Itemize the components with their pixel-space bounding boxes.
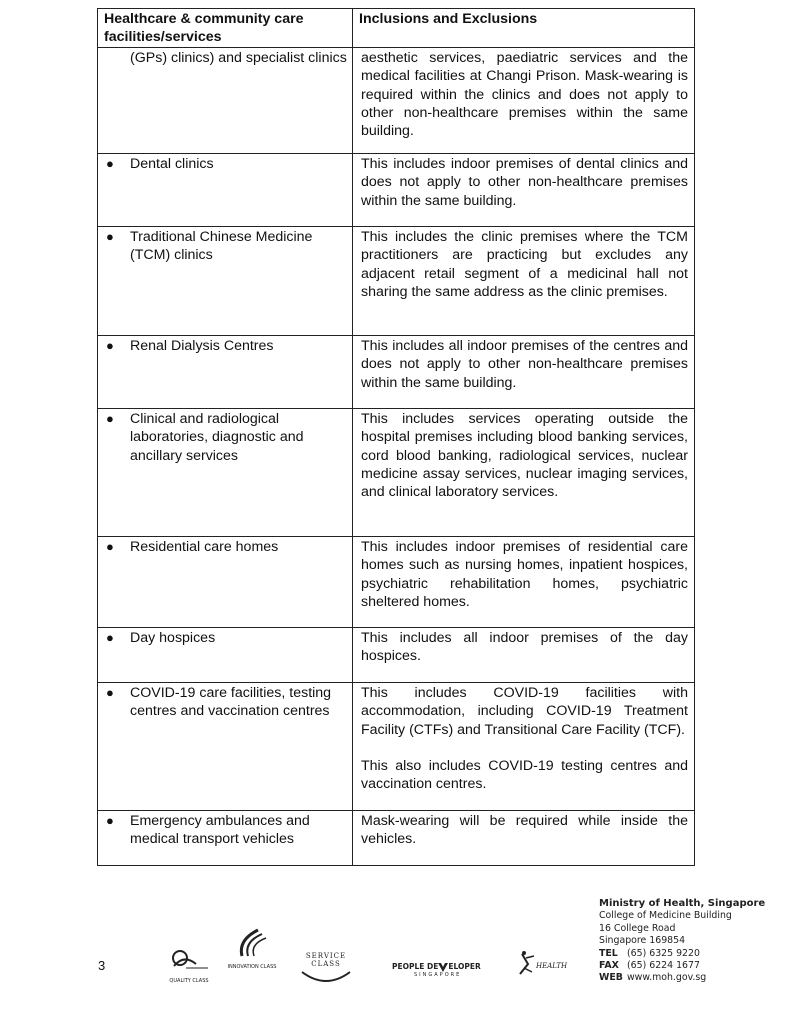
org-name: Ministry of Health, Singapore <box>599 898 766 909</box>
facility-cell <box>98 536 353 627</box>
table-row <box>98 682 695 810</box>
facility-item <box>106 410 348 465</box>
health-promotion-logo <box>514 950 566 982</box>
facility-name: (GPs) clinics) and specialist clinics <box>130 49 347 66</box>
inclusion-text: Mask-wearing will be required while inside the vehicles. <box>361 812 688 848</box>
facility-name: COVID-19 care facilities, testing centres and vaccination centres <box>130 684 332 720</box>
singapore-quality-class-logo <box>164 946 214 984</box>
bullet-icon: ● <box>106 228 114 244</box>
facility-item <box>106 629 348 647</box>
inclusions-cell <box>353 810 695 865</box>
table-row <box>98 335 695 408</box>
web-line <box>599 972 765 984</box>
inclusions-cell <box>353 627 695 682</box>
table-row <box>98 226 695 335</box>
innovation-class-logo <box>226 926 278 970</box>
facility-name: Renal Dialysis Centres <box>130 337 274 354</box>
bullet-icon: ● <box>106 155 114 171</box>
facility-item <box>106 155 348 173</box>
header-inclusions: Inclusions and Exclusions <box>353 9 695 48</box>
health-label: HEALTH <box>536 962 568 970</box>
inclusion-text: This includes all indoor premises of the day hospices. <box>361 629 688 665</box>
service-class-logo <box>298 952 354 990</box>
bullet-icon: ● <box>106 337 114 353</box>
city-postcode: Singapore 169854 <box>599 935 686 947</box>
page-number: 3 <box>98 958 106 973</box>
tel-number: (65) 6325 9220 <box>627 947 700 959</box>
service-class-arc-icon <box>298 968 354 986</box>
facility-cell <box>98 810 353 865</box>
inclusion-text: This includes indoor premises of dental clinics and does not apply to other non-healthcare premises within the same building. <box>361 155 688 209</box>
facility-item <box>106 812 348 849</box>
bullet-icon: ● <box>106 538 114 554</box>
facility-cell <box>98 153 353 226</box>
moh-address <box>599 898 765 985</box>
innovation-swoosh-icon <box>232 926 272 960</box>
quality-class-emblem <box>166 946 212 974</box>
inclusions-cell <box>353 226 695 335</box>
inclusion-text: This includes indoor premises of residential care homes such as nursing homes, inpatient hospices, psychiatric rehabilitation homes, psychiatric sheltered homes. <box>361 538 688 611</box>
people-developer-label-right: ELOPER <box>448 962 481 971</box>
inclusion-text: This includes COVID-19 facilities with accommodation, including COVID-19 Treatment Facility (CTFs) and Transitional Care Facility (TCF). <box>361 684 688 738</box>
inclusions-cell <box>353 335 695 408</box>
street-address: 16 College Road <box>599 922 676 934</box>
facility-cell <box>98 335 353 408</box>
table-row <box>98 810 695 865</box>
people-developer-v-icon <box>438 963 448 972</box>
tel-label: TEL <box>599 947 618 959</box>
table-row <box>98 536 695 627</box>
facility-name: Day hospices <box>130 629 216 646</box>
facility-name: Traditional Chinese Medicine (TCM) clinics <box>130 228 313 264</box>
facility-cell <box>98 627 353 682</box>
facility-item <box>106 684 348 721</box>
facility-item <box>106 337 348 355</box>
inclusion-text: This includes the clinic premises where the TCM practitioners are practicing but excludes any adjacent retail segment of a medicinal hall not sharing the same address as the clinic premises. <box>361 228 688 301</box>
innovation-class-label: INNOVATION CLASS <box>227 964 277 970</box>
inclusion-text: This includes all indoor premises of the centres and does not apply to other non-healthcare premises within the same building. <box>361 337 688 391</box>
fax-line <box>599 960 765 972</box>
people-developer-sub: SINGAPORE <box>414 971 462 978</box>
facility-cell <box>98 408 353 536</box>
table-header-row <box>98 9 695 48</box>
bullet-icon: ● <box>106 629 114 645</box>
inclusions-cell <box>353 536 695 627</box>
tel-line <box>599 948 765 960</box>
quality-class-label: QUALITY CLASS <box>169 978 209 984</box>
inclusions-cell <box>353 408 695 536</box>
bullet-icon: ● <box>106 410 114 426</box>
facility-cell <box>98 47 353 153</box>
inclusion-text: aesthetic services, paediatric services and the medical facilities at Changi Prison. Mask-wearing is required within the clinics and does not apply to other non-healthcare premises within the same building. <box>361 49 688 140</box>
facility-name: Dental clinics <box>130 155 214 172</box>
inclusion-text: This also includes COVID-19 testing centres and vaccination centres. <box>361 758 688 793</box>
table-row <box>98 408 695 536</box>
header-facilities: Healthcare & community care facilities/services <box>98 9 353 48</box>
inclusions-cell <box>353 47 695 153</box>
people-developer-label-left: PEOPLE DE <box>392 962 439 971</box>
facility-item <box>106 228 348 265</box>
facilities-table <box>97 8 695 866</box>
table-row <box>98 47 695 153</box>
bullet-icon: ● <box>106 684 114 700</box>
inclusions-cell <box>353 682 695 810</box>
facility-cell <box>98 682 353 810</box>
facility-item <box>106 538 348 556</box>
web-url: www.moh.gov.sg <box>627 972 707 984</box>
facility-item <box>106 49 348 67</box>
inclusion-text: This includes services operating outside the hospital premises including blood banking services, cord blood banking, radiological services, nuclear medicine assay services, nuclear imaging services, and clinical laboratory services. <box>361 410 688 501</box>
building-name: College of Medicine Building <box>599 910 732 922</box>
facility-name: Residential care homes <box>130 538 279 555</box>
service-class-label: SERVICE CLASS <box>305 952 347 968</box>
people-developer-logo <box>392 962 488 978</box>
inclusions-cell <box>353 153 695 226</box>
table-row <box>98 153 695 226</box>
fax-number: (65) 6224 1677 <box>627 960 700 972</box>
web-label: WEB <box>599 972 623 984</box>
bullet-icon: ● <box>106 812 114 828</box>
facility-name: Emergency ambulances and medical transport vehicles <box>130 812 310 848</box>
facility-cell <box>98 226 353 335</box>
facility-name: Clinical and radiological laboratories, diagnostic and ancillary services <box>130 410 304 464</box>
table-row <box>98 627 695 682</box>
fax-label: FAX <box>599 960 619 972</box>
